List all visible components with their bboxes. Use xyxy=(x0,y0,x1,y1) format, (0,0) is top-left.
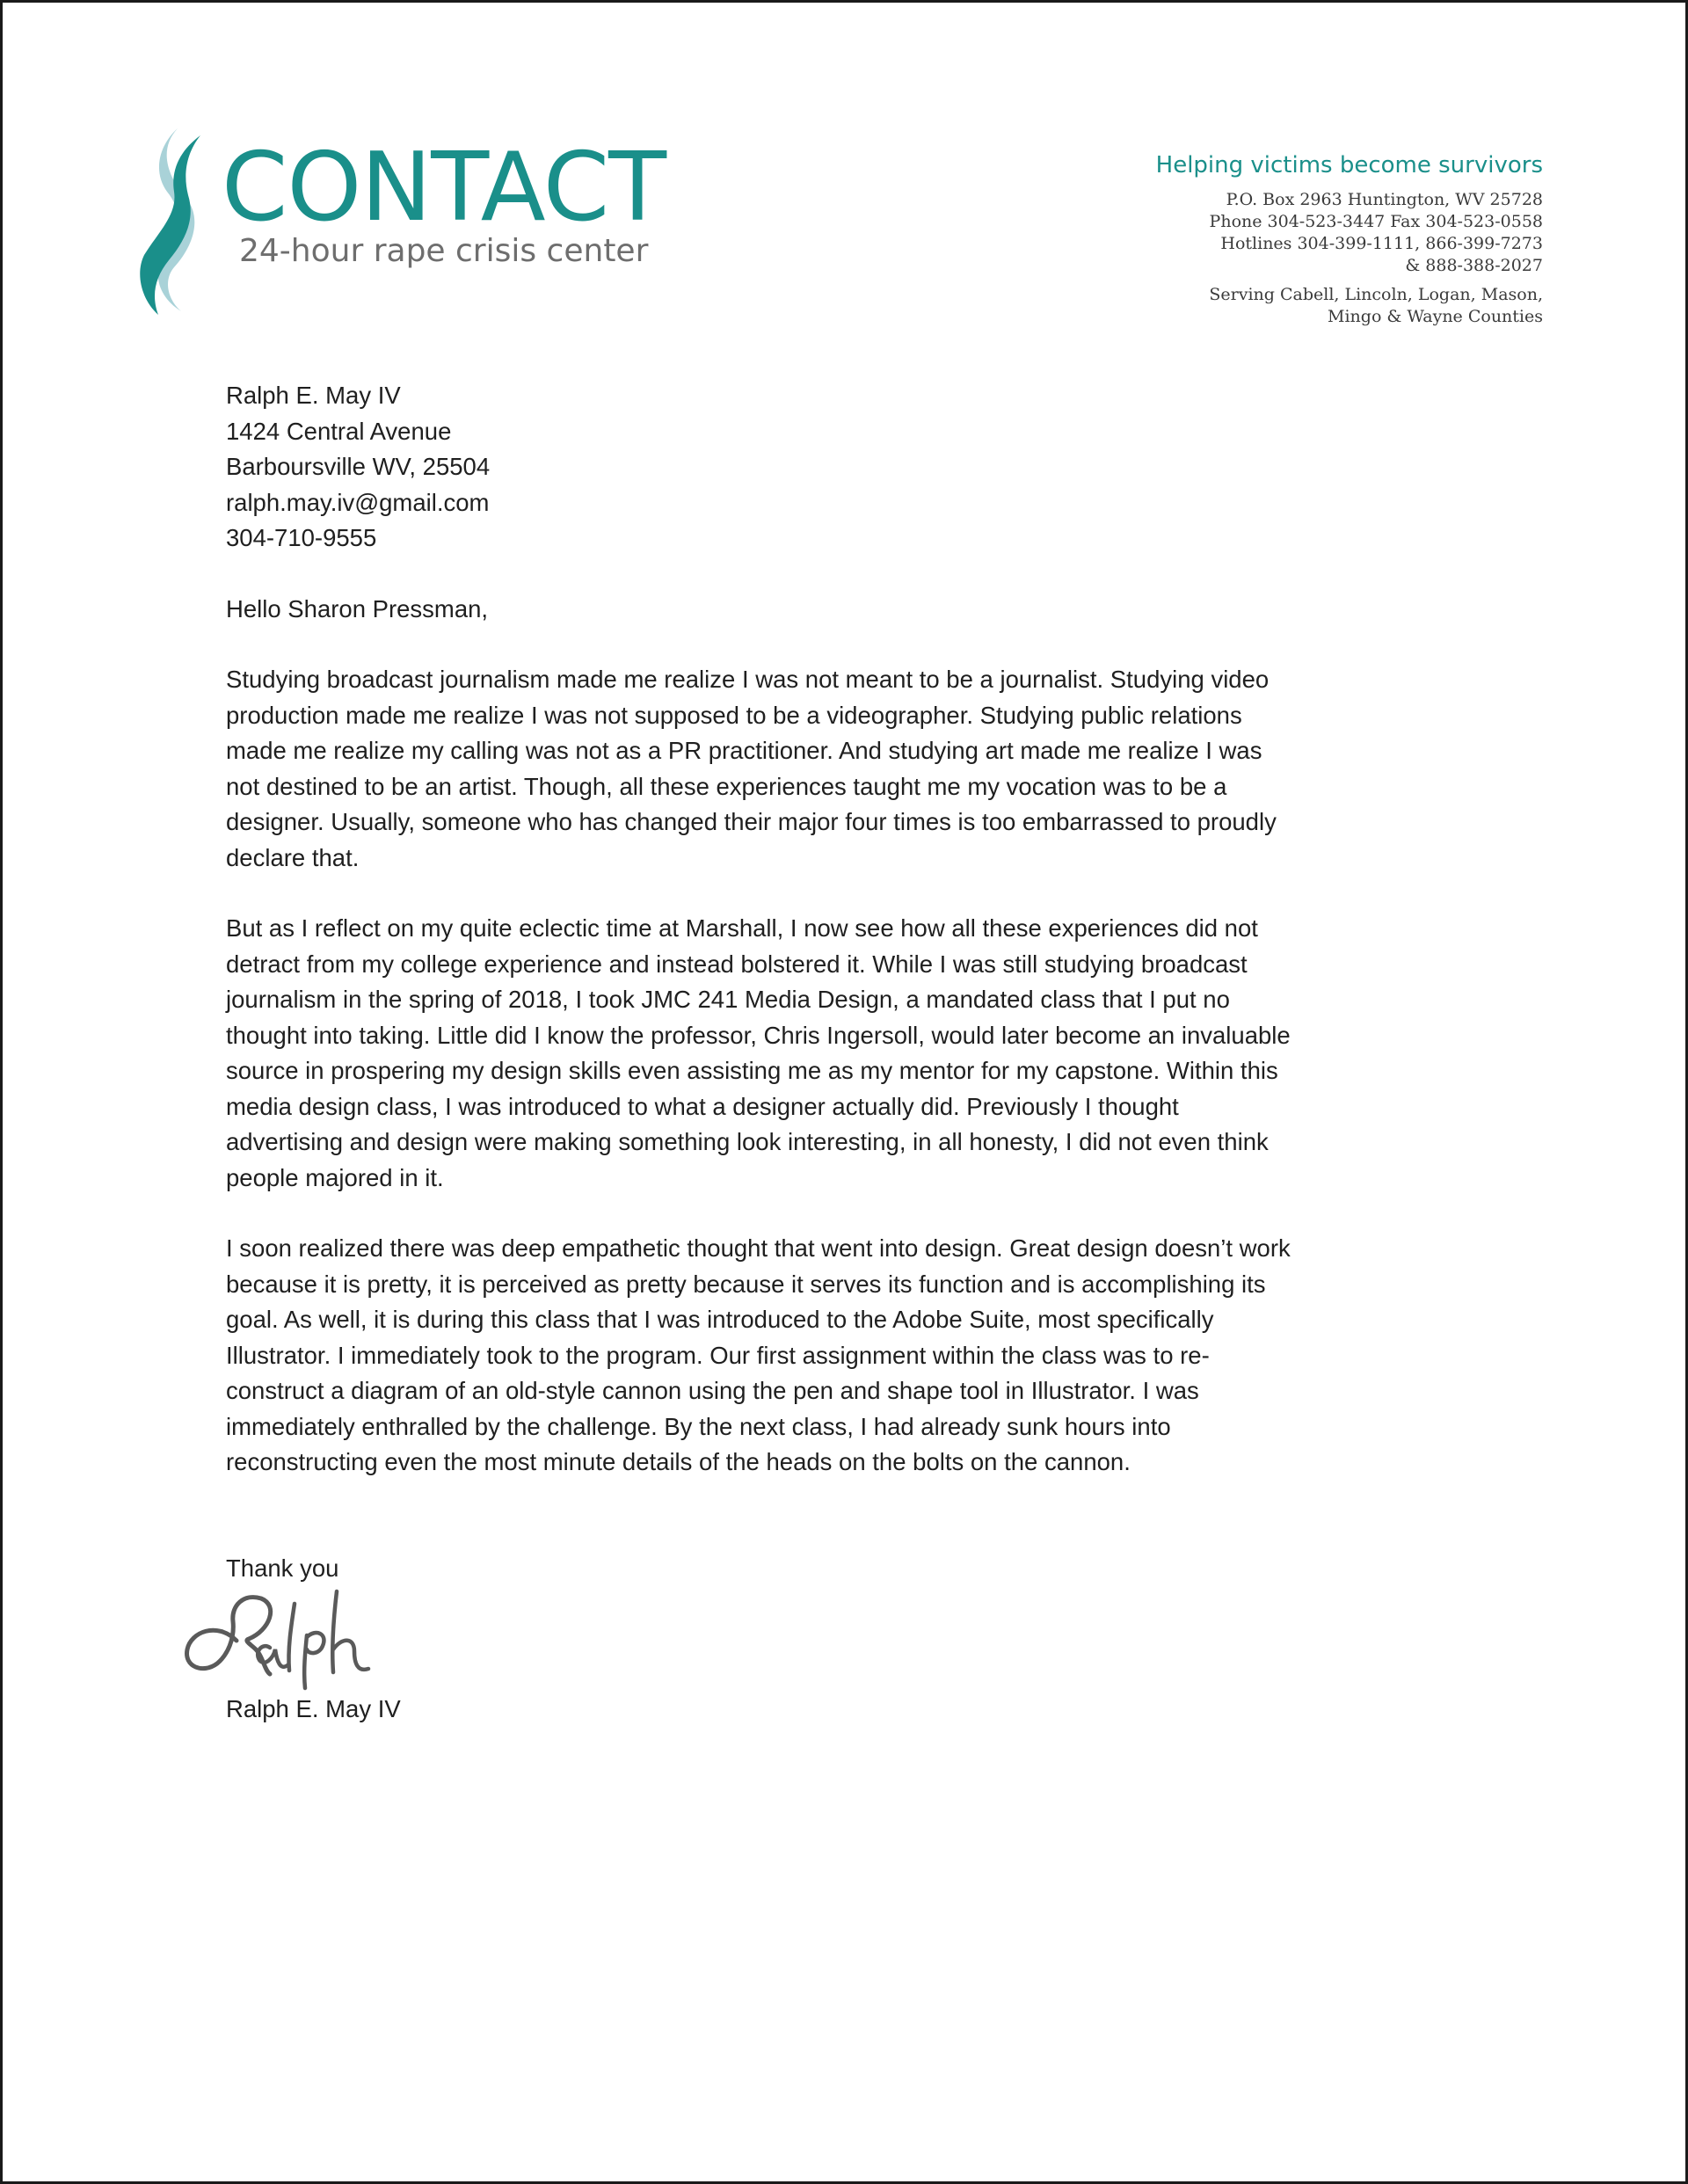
hotline-line: Hotlines 304-399-1111, 866-399-7273 xyxy=(1220,233,1543,253)
service-area-line-continued: Mingo & Wayne Counties xyxy=(1328,306,1543,326)
sender-name: Ralph E. May IV xyxy=(226,382,401,409)
signer-name: Ralph E. May IV xyxy=(226,1695,401,1722)
sender-email: ralph.may.iv@gmail.com xyxy=(226,488,490,516)
sender-city: Barboursville WV, 25504 xyxy=(226,453,491,480)
organization-motto: Helping victims become survivors xyxy=(1155,152,1543,178)
body-paragraph: I soon realized there was deep empathetic thought that went into design. Great design doesn’t work because it is pretty, it is perceived as pretty because it serves its function and is accomplishing its goal. As well, it is during this class that I was introduced to the Adobe Suite, most specifically Illustrator. I immediately took to the program. Our first assignment within the class was to re-construct a diagram of an old-style cannon using the pen and shape tool in Illustrator. I was immediately enthralled by the challenge. By the next class, I had already sunk hours into reconstructing even the most minute details of the heads on the bolts on the cannon. xyxy=(226,1234,1291,1475)
sender-street: 1424 Central Avenue xyxy=(226,417,452,445)
hotline-line-continued: & 888-388-2027 xyxy=(1405,255,1543,275)
service-area-line: Serving Cabell, Lincoln, Logan, Mason, xyxy=(1209,284,1543,304)
ribbon-logo-icon xyxy=(132,123,220,317)
body-paragraph: But as I reflect on my quite eclectic time at Marshall, I now see how all these experiences did not detract from my college experience and instead bolstered it. While I was still studying broadcast journalism in the spring of 2018, I took JMC 241 Media Design, a mandated class that I put no thought into taking. Little did I know the professor, Chris Ingersoll, would later become an invaluable source in prospering my design skills even assisting me as my mentor for my capstone. Within this media design class, I was introduced to what a designer actually did. Previously I thought advertising and design were making something look interesting, in all honesty, I did not even think people majored in it. xyxy=(226,914,1291,1191)
logo-tagline: 24-hour rape crisis center xyxy=(239,233,649,269)
closing: Thank you xyxy=(226,1554,339,1582)
organization-contact-block xyxy=(928,153,1543,328)
salutation: Hello Sharon Pressman, xyxy=(226,594,489,622)
sender-address-block xyxy=(226,378,1299,557)
body-paragraph: Studying broadcast journalism made me realize I was not meant to be a journalist. Studying video production made me realize I was not supposed to be a videographer. Studying public relations made me realize my calling was not as a PR practitioner. And studying art made me realize I was not destined to be an artist. Though, all these experiences taught me my vocation was to be a designer. Usually, someone who has changed their major four times is too embarrassed to proudly declare that. xyxy=(226,666,1277,871)
sender-phone: 304-710-9555 xyxy=(226,524,377,551)
handwritten-signature xyxy=(182,1586,393,1692)
organization-logo xyxy=(132,123,677,325)
logo-wordmark: CONTACT xyxy=(222,133,666,243)
letter-body xyxy=(226,378,1299,1728)
phone-line: Phone 304-523-3447 Fax 304-523-0558 xyxy=(1209,211,1543,231)
address-line: P.O. Box 2963 Huntington, WV 25728 xyxy=(1226,189,1543,209)
